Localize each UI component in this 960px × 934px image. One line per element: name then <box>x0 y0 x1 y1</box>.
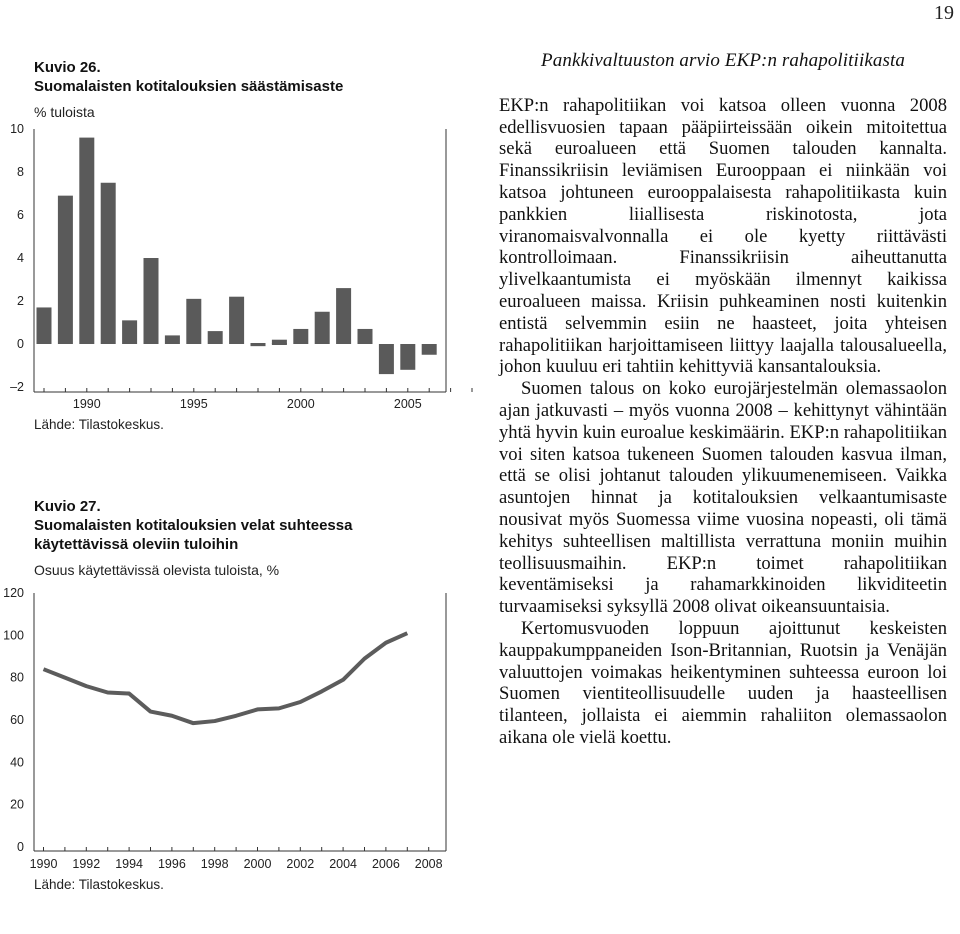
figure26-label: Kuvio 26. <box>34 59 101 76</box>
figure26-bar <box>336 288 351 344</box>
figure26-bar <box>101 183 116 344</box>
figure26-bar <box>37 307 52 344</box>
figure26-unit: % tuloista <box>34 104 95 120</box>
figure27-y-tick-label: 0 <box>17 840 24 854</box>
figure27-y-tick-label: 120 <box>3 586 24 600</box>
figure26-bar <box>165 335 180 344</box>
figure27-y-tick-label: 40 <box>10 755 24 770</box>
article-paragraph: Suomen talous on koko eurojärjestelmän olemassaolon ajan jatkuvasti – myös vuonna 2008 – kehittynyt vähintään yhtä hyvin kuin euroalue keskimäärin. EKP:n rahapolitiikan voi siten katsoa tukeneen Suomen talouden kasvua ilman, että se olisi johtanut talouden ylikuumenemiseen. Vaikka asuntojen hinnat ja kotitalouksien velkaantumisaste nousivat myös Suomessa viime vuosina nopeasti, oli tämä kehitys suhteellisen maltillista verrattuna moniin muihin teollisuusmaihin. EKP:n toimet rahapolitiikan keventämiseksi ja rahamarkkinoiden likviditeetin turvaamiseksi syksyllä 2008 olivat oikeansuuntaisia. <box>499 378 947 618</box>
figure27-x-tick-label: 2002 <box>286 857 315 871</box>
figure27-y-tick-label: 20 <box>10 797 24 812</box>
figure27-x-tick-label: 1990 <box>29 857 58 871</box>
figure26-y-tick-label: 4 <box>17 251 24 265</box>
article-paragraph: Kertomusvuoden loppuun ajoittunut keskeisten kauppakumppaneiden Ison-Britannian, Ruotsin ja Venäjän valuuttojen voimakas heikentyminen suhteessa euroon loi Suomen vientiteollisuudelle uuden ja haasteellisen tilanteen, jollaista ei aiemmin rahaliiton olemassaolon aikana ole vielä koettu. <box>499 617 947 748</box>
figure26-bar <box>422 344 437 355</box>
figure27-x-tick-label: 1992 <box>72 857 101 871</box>
figure26-x-tick-label: 1990 <box>72 397 101 411</box>
figure26-bar-chart <box>0 110 460 420</box>
figure27-x-tick-label: 1994 <box>115 857 144 871</box>
figure27-title-line1: Suomalaisten kotitalouksien velat suhteessa <box>34 517 353 534</box>
figure26-bar <box>229 297 244 344</box>
figure26-bar <box>122 320 137 344</box>
figure27-source: Lähde: Tilastokeskus. <box>34 877 164 892</box>
figure27-y-tick-label: 80 <box>10 670 24 685</box>
figure27-y-tick-label: 100 <box>3 628 24 643</box>
figure26-bar <box>58 196 73 344</box>
figure26-y-tick-label: 8 <box>17 165 24 179</box>
figure26-x-tick-label: 2005 <box>393 397 422 411</box>
page-number: 19 <box>934 2 954 24</box>
figure26-y-tick-label: –2 <box>10 380 24 394</box>
figure26-bar <box>186 299 201 344</box>
figure26-bar <box>208 331 223 344</box>
figure27-x-tick-label: 2004 <box>329 857 358 871</box>
figure26-y-tick-label: 2 <box>17 294 24 308</box>
figure27-title-line2: käytettävissä oleviin tuloihin <box>34 536 239 553</box>
figure26-bar <box>293 329 308 344</box>
figure27-y-tick-label: 60 <box>10 713 24 727</box>
figure26-source: Lähde: Tilastokeskus. <box>34 417 164 432</box>
figure27-x-tick-label: 2006 <box>371 857 400 871</box>
figure26-x-tick-label: 1995 <box>179 397 208 411</box>
article-heading: Pankkivaltuuston arvio EKP:n rahapolitiikasta <box>541 50 905 71</box>
figure26-x-tick-label: 2000 <box>286 397 315 411</box>
article-paragraph: EKP:n rahapolitiikan voi katsoa olleen vuonna 2008 edellisvuosien tapaan pääpiirteissään oikein mitoitettua sekä euroalueen että Suomen talouden kannalta. Finanssikriisin leviämisen Eurooppaan ei niinkään voi katsoa johtuneen eurooppalaisesta rahapolitiikasta kuin pankkien liiallisesta riskinotosta, jota viranomaisvalvonnalla ei ole kyetty riittävästi kontrolloimaan. Finanssikriisin aiheuttanutta ylivelkaantumista ei myöskään ilmennyt kaikissa euroalueen maissa. Kriisin puhkeaminen nosti kuitenkin entistä selvemmin esiin ne haasteet, joita yhteisen rahapolitiikan harjoittamiseen liittyy laajalla talousalueella, johon kuuluu eri tahtiin kehittyviä kansantalouksia. <box>499 94 947 378</box>
figure26-bar <box>400 344 415 370</box>
article <box>499 50 947 749</box>
figure26-y-tick-label: 6 <box>17 208 24 222</box>
figure26-title-block <box>34 58 343 96</box>
figure27-x-tick-label: 2000 <box>243 857 272 871</box>
figure26-title: Suomalaisten kotitalouksien säästämisaste <box>34 78 344 95</box>
figure27-x-tick-label: 1996 <box>157 857 186 871</box>
figure27-x-tick-label: 1998 <box>200 857 229 871</box>
figure26-bar <box>358 329 373 344</box>
figure26-y-tick-label: 0 <box>17 337 24 351</box>
figure27-line-chart <box>0 580 460 880</box>
figure26-y-tick-label: 10 <box>10 122 24 136</box>
figure27-x-tick-label: 2008 <box>414 857 443 871</box>
figure27-series-line <box>44 633 408 723</box>
figure26-bar <box>79 138 94 344</box>
figure27-unit: Osuus käytettävissä olevista tuloista, % <box>34 562 280 578</box>
figure26-bar <box>379 344 394 374</box>
figure27-title-block <box>34 497 352 554</box>
figure27-label: Kuvio 27. <box>34 498 101 515</box>
figure26-bar <box>315 312 330 344</box>
figure26-bar <box>144 258 159 344</box>
